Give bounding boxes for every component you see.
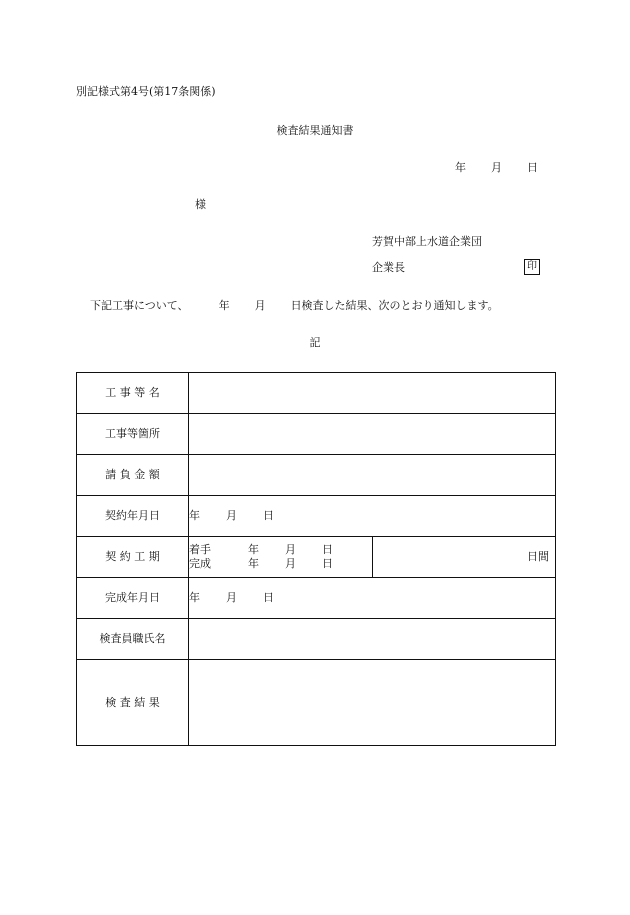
days-label: 日間 bbox=[527, 550, 549, 563]
end-year: 年 bbox=[248, 557, 259, 570]
value-completion-date[interactable] bbox=[189, 578, 556, 619]
seal-mark: 印 bbox=[524, 259, 540, 275]
end-label: 完成 bbox=[189, 557, 211, 570]
label-inspector-name: 検査員職氏名 bbox=[77, 619, 189, 660]
notice-year: 年 bbox=[218, 299, 230, 312]
issuer-organization: 芳賀中部上水道企業団 bbox=[372, 235, 482, 248]
label-contract-date: 契約年月日 bbox=[77, 496, 189, 537]
contract-month: 月 bbox=[226, 509, 237, 522]
label-project-location: 工事等箇所 bbox=[77, 414, 189, 455]
label-completion-date: 完成年月日 bbox=[77, 578, 189, 619]
ki-heading: 記 bbox=[309, 336, 321, 349]
completion-day: 日 bbox=[263, 591, 274, 604]
label-contract-amount: 請 負 金 額 bbox=[77, 455, 189, 496]
contract-day: 日 bbox=[263, 509, 274, 522]
inspection-table bbox=[76, 372, 556, 746]
value-period-days[interactable] bbox=[372, 537, 556, 578]
issue-date-line bbox=[455, 161, 538, 175]
period-end bbox=[189, 557, 372, 571]
value-contract-date[interactable] bbox=[189, 496, 556, 537]
value-inspector-name[interactable] bbox=[189, 619, 556, 660]
table-row bbox=[77, 537, 556, 578]
issuer-title: 企業長 bbox=[372, 261, 405, 274]
period-start bbox=[189, 543, 372, 557]
end-day: 日 bbox=[322, 557, 333, 570]
notice-month: 月 bbox=[254, 299, 266, 312]
start-month: 月 bbox=[285, 543, 296, 556]
completion-year: 年 bbox=[189, 591, 200, 604]
end-month: 月 bbox=[285, 557, 296, 570]
issue-month: 月 bbox=[491, 161, 502, 174]
table-row bbox=[77, 455, 556, 496]
issue-year: 年 bbox=[455, 161, 466, 174]
table-row bbox=[77, 578, 556, 619]
issue-day: 日 bbox=[527, 161, 538, 174]
form-number-label: 別記様式第4号(第17条関係) bbox=[76, 85, 216, 98]
start-day: 日 bbox=[322, 543, 333, 556]
label-inspection-result: 検 査 結 果 bbox=[77, 660, 189, 746]
value-contract-amount[interactable] bbox=[189, 455, 556, 496]
start-label: 着手 bbox=[189, 543, 211, 556]
table-row bbox=[77, 660, 556, 746]
notice-prefix: 下記工事について、 bbox=[90, 299, 189, 312]
table-row bbox=[77, 414, 556, 455]
value-project-name[interactable] bbox=[189, 373, 556, 414]
completion-month: 月 bbox=[226, 591, 237, 604]
notice-sentence bbox=[90, 299, 499, 313]
table-row bbox=[77, 619, 556, 660]
label-project-name: 工 事 等 名 bbox=[77, 373, 189, 414]
addressee-suffix: 様 bbox=[195, 198, 206, 211]
table-row bbox=[77, 373, 556, 414]
value-contract-period[interactable] bbox=[189, 537, 373, 578]
start-year: 年 bbox=[248, 543, 259, 556]
notice-suffix: 日検査した結果、次のとおり通知します。 bbox=[290, 299, 499, 312]
table-row bbox=[77, 496, 556, 537]
contract-year: 年 bbox=[189, 509, 200, 522]
value-inspection-result[interactable] bbox=[189, 660, 556, 746]
document-title: 検査結果通知書 bbox=[276, 124, 354, 137]
value-project-location[interactable] bbox=[189, 414, 556, 455]
label-contract-period: 契 約 工 期 bbox=[77, 537, 189, 578]
